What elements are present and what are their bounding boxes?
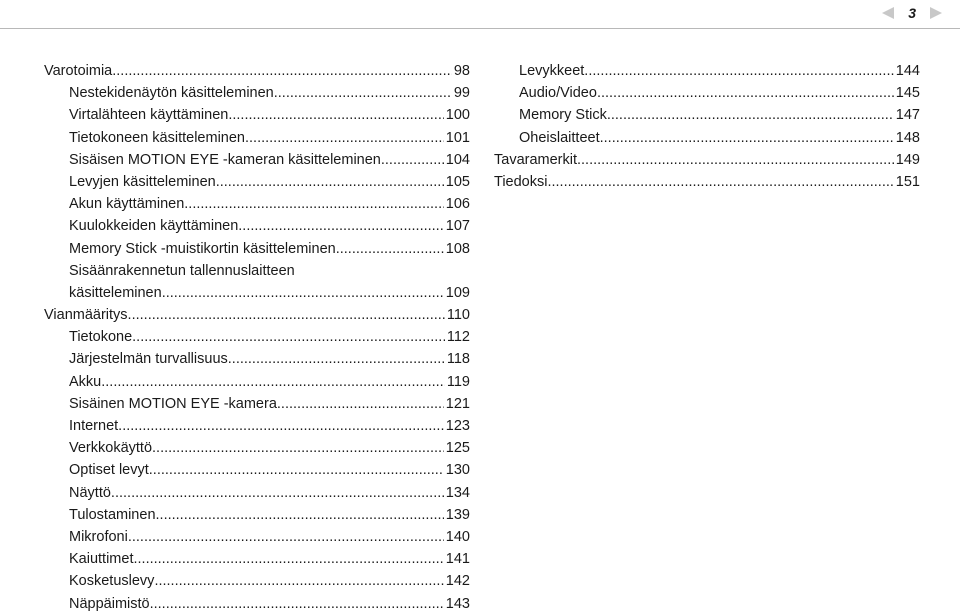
toc-entry[interactable]: [44, 304, 470, 326]
toc-entry[interactable]: [44, 60, 470, 82]
toc-entry-page: 130: [445, 462, 470, 479]
toc-entry-title: Oheislaitteet: [519, 129, 600, 146]
leader-dots: [577, 149, 894, 171]
toc-entry[interactable]: [44, 548, 470, 570]
leader-dots: [274, 82, 452, 104]
toc-entry-title: Memory Stick: [519, 107, 607, 124]
toc-entry-page: 108: [445, 240, 470, 257]
leader-dots: [228, 104, 443, 126]
toc-entry[interactable]: [44, 526, 470, 548]
toc-entry-page: 151: [895, 173, 920, 190]
leader-dots: [336, 238, 444, 260]
toc-entry-title: Sisäänrakennetun tallennuslaitteen: [69, 262, 295, 279]
page-number: 3: [908, 5, 916, 21]
toc-entry-page: 141: [445, 551, 470, 568]
next-page-arrow-icon[interactable]: [930, 7, 942, 19]
toc-entry-page: 134: [445, 484, 470, 501]
leader-dots: [162, 282, 444, 304]
toc-entry-page: 140: [445, 528, 470, 545]
toc-entry-page: 105: [445, 173, 470, 190]
toc-entry-title: Audio/Video: [519, 85, 597, 102]
toc-entry[interactable]: [44, 459, 470, 481]
toc-entry-title: Internet: [69, 418, 119, 435]
toc-entry-page: 123: [445, 418, 470, 435]
toc-entry[interactable]: [44, 326, 470, 348]
toc-entry[interactable]: [44, 149, 470, 171]
toc-entry-page: 107: [445, 218, 470, 235]
leader-dots: [112, 60, 452, 82]
toc-entry[interactable]: [44, 238, 470, 260]
toc-entry[interactable]: [44, 437, 470, 459]
toc-entry-title: Levykkeet: [519, 63, 585, 79]
leader-dots: [128, 304, 445, 326]
page-navigation: [882, 2, 942, 24]
toc-entry-page: 112: [446, 329, 470, 346]
toc-entry-page: 142: [445, 573, 470, 590]
toc-entry-title: Näyttö: [69, 484, 111, 501]
header-bar: [0, 0, 960, 29]
toc-entry[interactable]: [44, 260, 470, 304]
leader-dots: [238, 215, 444, 237]
toc-entry-title: Tavaramerkit: [494, 151, 577, 168]
toc-entry[interactable]: [44, 171, 470, 193]
toc-entry[interactable]: [44, 570, 470, 592]
leader-dots: [381, 149, 444, 171]
leader-dots: [216, 171, 444, 193]
toc-entry-page: 148: [895, 129, 920, 146]
toc-entry-page: 121: [445, 395, 470, 412]
toc-entry-title: Mikrofoni: [69, 528, 128, 545]
toc-entry-title: Akun käyttäminen: [69, 196, 185, 213]
toc-entry-title: Levyjen käsitteleminen: [69, 173, 216, 190]
toc-entry-page: 104: [445, 151, 470, 168]
leader-dots: [128, 526, 444, 548]
toc-entry[interactable]: [494, 104, 920, 126]
leader-dots: [132, 326, 445, 348]
toc-entry-title: Kaiuttimet: [69, 551, 134, 568]
toc-entry-page: 144: [895, 63, 920, 79]
toc-entry-title: Kuulokkeiden käyttäminen: [69, 218, 239, 235]
toc-entry-title: Vianmääritys: [44, 307, 128, 324]
toc-entry-page: 98: [453, 63, 470, 79]
toc-entry[interactable]: [44, 415, 470, 437]
leader-dots: [600, 127, 894, 149]
leader-dots: [154, 570, 443, 592]
leader-dots: [184, 193, 444, 215]
toc-entry-title: Sisäinen MOTION EYE -kamera: [69, 395, 277, 412]
leader-dots: [111, 482, 444, 504]
leader-dots: [597, 82, 894, 104]
toc-entry-title: Varotoimia: [44, 63, 113, 79]
leader-dots: [149, 459, 444, 481]
leader-dots: [150, 593, 444, 615]
leader-dots: [277, 393, 444, 415]
toc-entry[interactable]: [44, 482, 470, 504]
toc-entry-page: 143: [445, 595, 470, 612]
toc-entry[interactable]: [44, 504, 470, 526]
leader-dots: [118, 415, 444, 437]
toc-entry-title: Sisäisen MOTION EYE -kameran käsitteleminen: [69, 151, 381, 168]
toc-entry-title: Tiedoksi: [494, 173, 548, 190]
toc-entry[interactable]: [44, 371, 470, 393]
toc-left-column: [44, 60, 470, 615]
leader-dots: [133, 548, 443, 570]
toc-entry-title: Akku: [69, 373, 102, 390]
toc-entry-title: Nestekidenäytön käsitteleminen: [69, 85, 274, 102]
toc-entry-title: Kosketuslevy: [69, 573, 155, 590]
toc-entry[interactable]: [44, 127, 470, 149]
toc-entry[interactable]: [494, 171, 920, 193]
toc-entry[interactable]: [494, 149, 920, 171]
leader-dots: [101, 371, 445, 393]
toc-entry-page: 110: [446, 307, 470, 324]
toc-entry[interactable]: [44, 393, 470, 415]
toc-entry-page: 125: [445, 440, 470, 457]
toc-entry[interactable]: [44, 82, 470, 104]
toc-entry[interactable]: [494, 127, 920, 149]
leader-dots: [245, 127, 444, 149]
leader-dots: [607, 104, 894, 126]
leader-dots: [152, 437, 444, 459]
toc-entry-title: Virtalähteen käyttäminen: [69, 107, 229, 124]
toc-entry[interactable]: [44, 215, 470, 237]
toc-entry-title: Optiset levyt: [69, 462, 149, 479]
toc-entry-page: 99: [453, 85, 470, 102]
toc-entry-page: 139: [445, 506, 470, 523]
toc-entry-title: Tietokone: [69, 329, 133, 346]
toc-entry[interactable]: [44, 593, 470, 615]
toc-entry-title: Tulostaminen: [69, 506, 156, 523]
toc-right-column: [494, 60, 920, 193]
toc-entry-title: Näppäimistö: [69, 595, 150, 612]
toc-entry[interactable]: [494, 82, 920, 104]
toc-entry-page: 101: [445, 129, 470, 146]
toc-entry-page: 109: [445, 284, 470, 301]
toc-entry-title: Järjestelmän turvallisuus: [69, 351, 228, 368]
toc-entry[interactable]: [494, 60, 920, 82]
toc-entry[interactable]: [44, 193, 470, 215]
toc-entry-page: 149: [895, 151, 920, 168]
toc-entry-page: 100: [445, 107, 470, 124]
leader-dots: [228, 348, 445, 370]
leader-dots: [156, 504, 444, 526]
leader-dots: [584, 60, 894, 82]
toc-entry-title-continued: käsitteleminen: [69, 284, 162, 301]
toc-entry-title: Memory Stick -muistikortin käsitteleminen: [69, 240, 336, 257]
toc-entry-title: Tietokoneen käsitteleminen: [69, 129, 245, 146]
toc-entry[interactable]: [44, 104, 470, 126]
toc-entry-page: 147: [895, 107, 920, 124]
toc-entry-page: 145: [895, 85, 920, 102]
toc-entry[interactable]: [44, 348, 470, 370]
previous-page-arrow-icon[interactable]: [882, 7, 894, 19]
toc-entry-page: 106: [445, 196, 470, 213]
toc-entry-page: 118: [446, 351, 470, 368]
toc-entry-page: 119: [446, 373, 470, 390]
leader-dots: [547, 171, 893, 193]
toc-entry-title: Verkkokäyttö: [69, 440, 153, 457]
